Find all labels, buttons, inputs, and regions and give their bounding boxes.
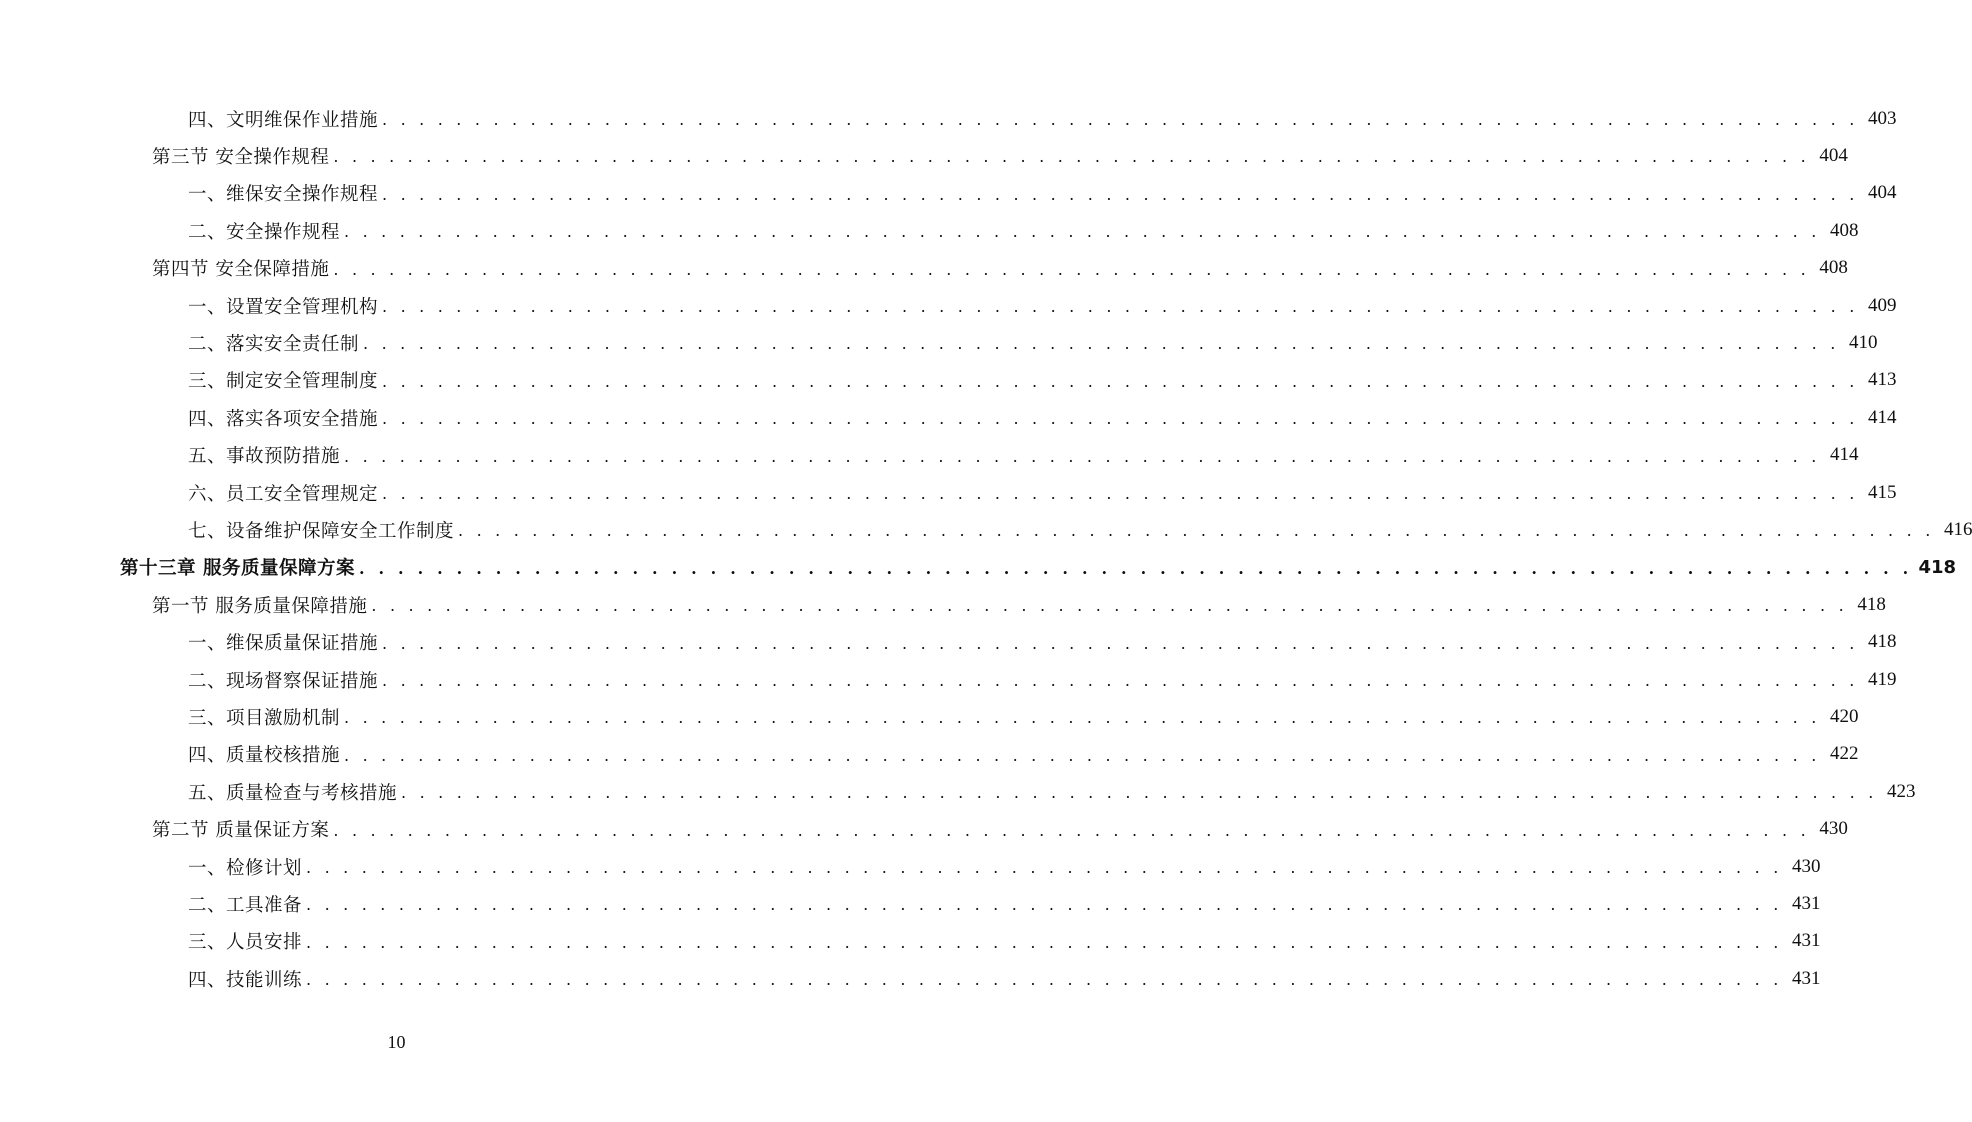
toc-leader-dots: . . . . . . . . . . . . . . . . . . . . . . . . . . . . . . . . . . . . . . . . . . . . . . . . . . . . . . . . . . . . . . . . . . . . . . . . . . . . . . . . bbox=[363, 334, 1840, 354]
toc-entry-page: 431 bbox=[1791, 930, 1821, 952]
toc-entry-page: 430 bbox=[1819, 818, 1848, 840]
toc-leader-dots: . . . . . . . . . . . . . . . . . . . . . . . . . . . . . . . . . . . . . . . . . . . . . . . . . . . . . . . . . . . . . . . . . . . . . . . . . . . . . . . . bbox=[382, 110, 1859, 129]
toc-entry-label: 第四节 安全保障措施 bbox=[152, 259, 330, 281]
toc-item-entry[interactable] bbox=[188, 848, 1821, 885]
toc-entry-page: 408 bbox=[1819, 257, 1848, 279]
toc-section-entry[interactable] bbox=[152, 811, 1848, 848]
toc-leader-dots: . . . . . . . . . . . . . . . . . . . . . . . . . . . . . . . . . . . . . . . . . . . . . . . . . . . . . . . . . . . . . . . . . . . . . . . . . . . . . . . . bbox=[344, 708, 1821, 728]
toc-leader-dots: . . . . . . . . . . . . . . . . . . . . . . . . . . . . . . . . . . . . . . . . . . . . . . . . . . . . . . . . . . . . . . . . . . . . . . . . . . . . . . . . bbox=[344, 222, 1821, 242]
toc-entry-label: 四、文明维保作业措施 bbox=[188, 109, 379, 131]
toc-entry-label: 二、现场督察保证措施 bbox=[188, 670, 379, 692]
toc-item-entry[interactable] bbox=[188, 736, 1859, 773]
toc-entry-page: 423 bbox=[1886, 780, 1916, 802]
toc-entry-label: 五、质量检查与考核措施 bbox=[188, 782, 398, 804]
toc-entry-page: 431 bbox=[1791, 967, 1821, 989]
toc-entry-page: 419 bbox=[1867, 668, 1897, 690]
toc-entry-page: 413 bbox=[1867, 369, 1897, 391]
toc-entry-label: 六、员工安全管理规定 bbox=[188, 483, 379, 505]
toc-leader-dots: . . . . . . . . . . . . . . . . . . . . . . . . . . . . . . . . . . . . . . . . . . . . . . . . . . . . . . . . . . . . . . . . . . . . . . . . . . . . . . . . bbox=[344, 745, 1821, 765]
toc-entry-label: 七、设备维护保障安全工作制度 bbox=[188, 520, 455, 542]
toc-entry-page: 416 bbox=[1943, 518, 1972, 540]
toc-leader-dots: . . . . . . . . . . . . . . . . . . . . . . . . . . . . . . . . . . . . . . . . . . . . . . . . . . . . . . . . . . . . . . . . . . . . . . . . . . . . . . . . bbox=[382, 297, 1859, 316]
toc-leader-dots: . . . . . . . . . . . . . . . . . . . . . . . . . . . . . . . . . . . . . . . . . . . . . . . . . . . . . . . . . . . . . . . . . . . . . . . . . . . . . . . . bbox=[371, 596, 1848, 616]
toc-entry-page: 403 bbox=[1867, 107, 1897, 129]
toc-entry-page: 422 bbox=[1829, 743, 1859, 765]
toc-leader-dots: . . . . . . . . . . . . . . . . . . . . . . . . . . . . . . . . . . . . . . . . . . . . . . . . . . . . . . . . . . . . . . . . . . . . . . . . . . . . . . . . bbox=[458, 521, 1935, 541]
toc-entry-page: 414 bbox=[1829, 444, 1859, 466]
toc-entry-label: 三、制定安全管理制度 bbox=[188, 371, 379, 393]
toc-chapter-entry[interactable] bbox=[120, 549, 1957, 586]
toc-item-entry[interactable] bbox=[188, 511, 1972, 548]
toc-entry-label: 二、工具准备 bbox=[188, 894, 303, 916]
toc-entry-label: 二、落实安全责任制 bbox=[188, 333, 360, 355]
toc-entry-label: 二、安全操作规程 bbox=[188, 221, 341, 243]
toc-item-entry[interactable] bbox=[188, 212, 1859, 249]
toc-section-entry[interactable] bbox=[152, 137, 1848, 174]
toc-entry-page: 409 bbox=[1867, 294, 1897, 316]
toc-entry-label: 第十三章 服务质量保障方案 bbox=[120, 558, 355, 580]
toc-section-entry[interactable] bbox=[152, 586, 1886, 623]
toc-entry-label: 三、项目激励机制 bbox=[188, 707, 341, 729]
toc-leader-dots: . . . . . . . . . . . . . . . . . . . . . . . . . . . . . . . . . . . . . . . . . . . . . . . . . . . . . . . . . . . . . . . . . . . . . . . . . . . . . . . . bbox=[306, 895, 1783, 915]
toc-item-entry[interactable] bbox=[188, 698, 1859, 735]
toc-leader-dots: . . . . . . . . . . . . . . . . . . . . . . . . . . . . . . . . . . . . . . . . . . . . . . . . . . . . . . . . . . . . . . . . . . . . . . . . . . . . . . . . bbox=[333, 259, 1810, 279]
toc-entry-page: 418 bbox=[1918, 556, 1957, 578]
toc-leader-dots: . . . . . . . . . . . . . . . . . . . . . . . . . . . . . . . . . . . . . . . . . . . . . . . . . . . . . . . . . . . . . . . . . . . . . . . . . . . . . . . . bbox=[333, 820, 1810, 840]
toc-entry-page: 408 bbox=[1829, 219, 1859, 241]
toc-item-entry[interactable] bbox=[188, 773, 1916, 810]
toc-leader-dots: . . . . . . . . . . . . . . . . . . . . . . . . . . . . . . . . . . . . . . . . . . . . . . . . . . . . . . . . . . . . . . . . . . . . . . . . . . . . . . . . bbox=[306, 970, 1783, 990]
toc-leader-dots: . . . . . . . . . . . . . . . . . . . . . . . . . . . . . . . . . . . . . . . . . . . . . . . . . . . . . . . . . . . . . . . . . . . . . . . . . . . . . . . . bbox=[306, 932, 1783, 952]
toc-leader-dots: . . . . . . . . . . . . . . . . . . . . . . . . . . . . . . . . . . . . . . . . . . . . . . . . . . . . . . . . . . . . . . . . . . . . . . . . . . . . . . . . bbox=[382, 484, 1859, 503]
toc-item-entry[interactable] bbox=[188, 474, 1897, 511]
toc-leader-dots: . . . . . . . . . . . . . . . . . . . . . . . . . . . . . . . . . . . . . . . . . . . . . . . . . . . . . . . . . . . . . . . . . . . . . . . . . . . . . . . . bbox=[401, 783, 1878, 803]
toc-entry-label: 一、设置安全管理机构 bbox=[188, 296, 379, 318]
toc-item-entry[interactable] bbox=[188, 661, 1897, 698]
toc-leader-dots: . . . . . . . . . . . . . . . . . . . . . . . . . . . . . . . . . . . . . . . . . . . . . . . . . . . . . . . . . . . . . . . . . . . . . . . . . . . . . . . . bbox=[382, 671, 1859, 690]
toc-leader-dots: . . . . . . . . . . . . . . . . . . . . . . . . . . . . . . . . . . . . . . . . . . . . . . . . . . . . . . . . . . . . . . . . . . . . . . . . . . . . . . . . bbox=[358, 558, 1913, 578]
toc-leader-dots: . . . . . . . . . . . . . . . . . . . . . . . . . . . . . . . . . . . . . . . . . . . . . . . . . . . . . . . . . . . . . . . . . . . . . . . . . . . . . . . . bbox=[382, 184, 1859, 204]
toc-item-entry[interactable] bbox=[188, 175, 1897, 212]
toc-item-entry[interactable] bbox=[188, 624, 1897, 661]
toc-entry-page: 430 bbox=[1791, 855, 1821, 877]
toc-item-entry[interactable] bbox=[188, 960, 1821, 997]
toc-entry-label: 一、维保安全操作规程 bbox=[188, 184, 379, 206]
toc-entry-label: 四、落实各项安全措施 bbox=[188, 408, 379, 430]
toc-entry-page: 404 bbox=[1867, 182, 1897, 204]
toc-item-entry[interactable] bbox=[188, 287, 1897, 324]
toc-leader-dots: . . . . . . . . . . . . . . . . . . . . . . . . . . . . . . . . . . . . . . . . . . . . . . . . . . . . . . . . . . . . . . . . . . . . . . . . . . . . . . . . bbox=[306, 858, 1783, 877]
toc-entry-page: 410 bbox=[1848, 331, 1878, 353]
toc-item-entry[interactable] bbox=[188, 362, 1897, 399]
toc-entry-label: 三、人员安排 bbox=[188, 932, 303, 954]
toc-entry-label: 五、事故预防措施 bbox=[188, 446, 341, 468]
toc-item-entry[interactable] bbox=[188, 100, 1897, 137]
toc-entry-label: 第二节 质量保证方案 bbox=[152, 820, 330, 842]
toc-entry-label: 第一节 服务质量保障措施 bbox=[152, 595, 368, 617]
page-number: 10 bbox=[387, 1032, 406, 1052]
toc-entry-page: 404 bbox=[1819, 144, 1848, 166]
toc-entry-label: 一、维保质量保证措施 bbox=[188, 633, 379, 655]
toc-leader-dots: . . . . . . . . . . . . . . . . . . . . . . . . . . . . . . . . . . . . . . . . . . . . . . . . . . . . . . . . . . . . . . . . . . . . . . . . . . . . . . . . bbox=[382, 409, 1859, 429]
toc-item-entry[interactable] bbox=[188, 885, 1821, 922]
toc-entry-page: 415 bbox=[1867, 481, 1897, 503]
toc-entry-page: 420 bbox=[1829, 705, 1859, 727]
toc-entry-page: 418 bbox=[1857, 593, 1886, 615]
toc-section-entry[interactable] bbox=[152, 250, 1848, 287]
toc-item-entry[interactable] bbox=[188, 399, 1897, 436]
toc-entry-page: 418 bbox=[1867, 631, 1897, 653]
toc-item-entry[interactable] bbox=[188, 923, 1821, 960]
toc-item-entry[interactable] bbox=[188, 324, 1878, 361]
toc-entry-label: 第三节 安全操作规程 bbox=[152, 146, 330, 168]
toc-entry-page: 414 bbox=[1867, 406, 1897, 428]
toc-entry-page: 431 bbox=[1791, 892, 1821, 914]
toc-entry-label: 四、质量校核措施 bbox=[188, 745, 341, 767]
toc-leader-dots: . . . . . . . . . . . . . . . . . . . . . . . . . . . . . . . . . . . . . . . . . . . . . . . . . . . . . . . . . . . . . . . . . . . . . . . . . . . . . . . . bbox=[333, 147, 1810, 167]
toc-leader-dots: . . . . . . . . . . . . . . . . . . . . . . . . . . . . . . . . . . . . . . . . . . . . . . . . . . . . . . . . . . . . . . . . . . . . . . . . . . . . . . . . bbox=[382, 633, 1859, 653]
toc-item-entry[interactable] bbox=[188, 437, 1859, 474]
toc-entry-label: 四、技能训练 bbox=[188, 969, 303, 991]
toc-entry-label: 一、检修计划 bbox=[188, 857, 303, 879]
toc-leader-dots: . . . . . . . . . . . . . . . . . . . . . . . . . . . . . . . . . . . . . . . . . . . . . . . . . . . . . . . . . . . . . . . . . . . . . . . . . . . . . . . . bbox=[382, 371, 1859, 391]
toc-leader-dots: . . . . . . . . . . . . . . . . . . . . . . . . . . . . . . . . . . . . . . . . . . . . . . . . . . . . . . . . . . . . . . . . . . . . . . . . . . . . . . . . bbox=[344, 446, 1821, 466]
